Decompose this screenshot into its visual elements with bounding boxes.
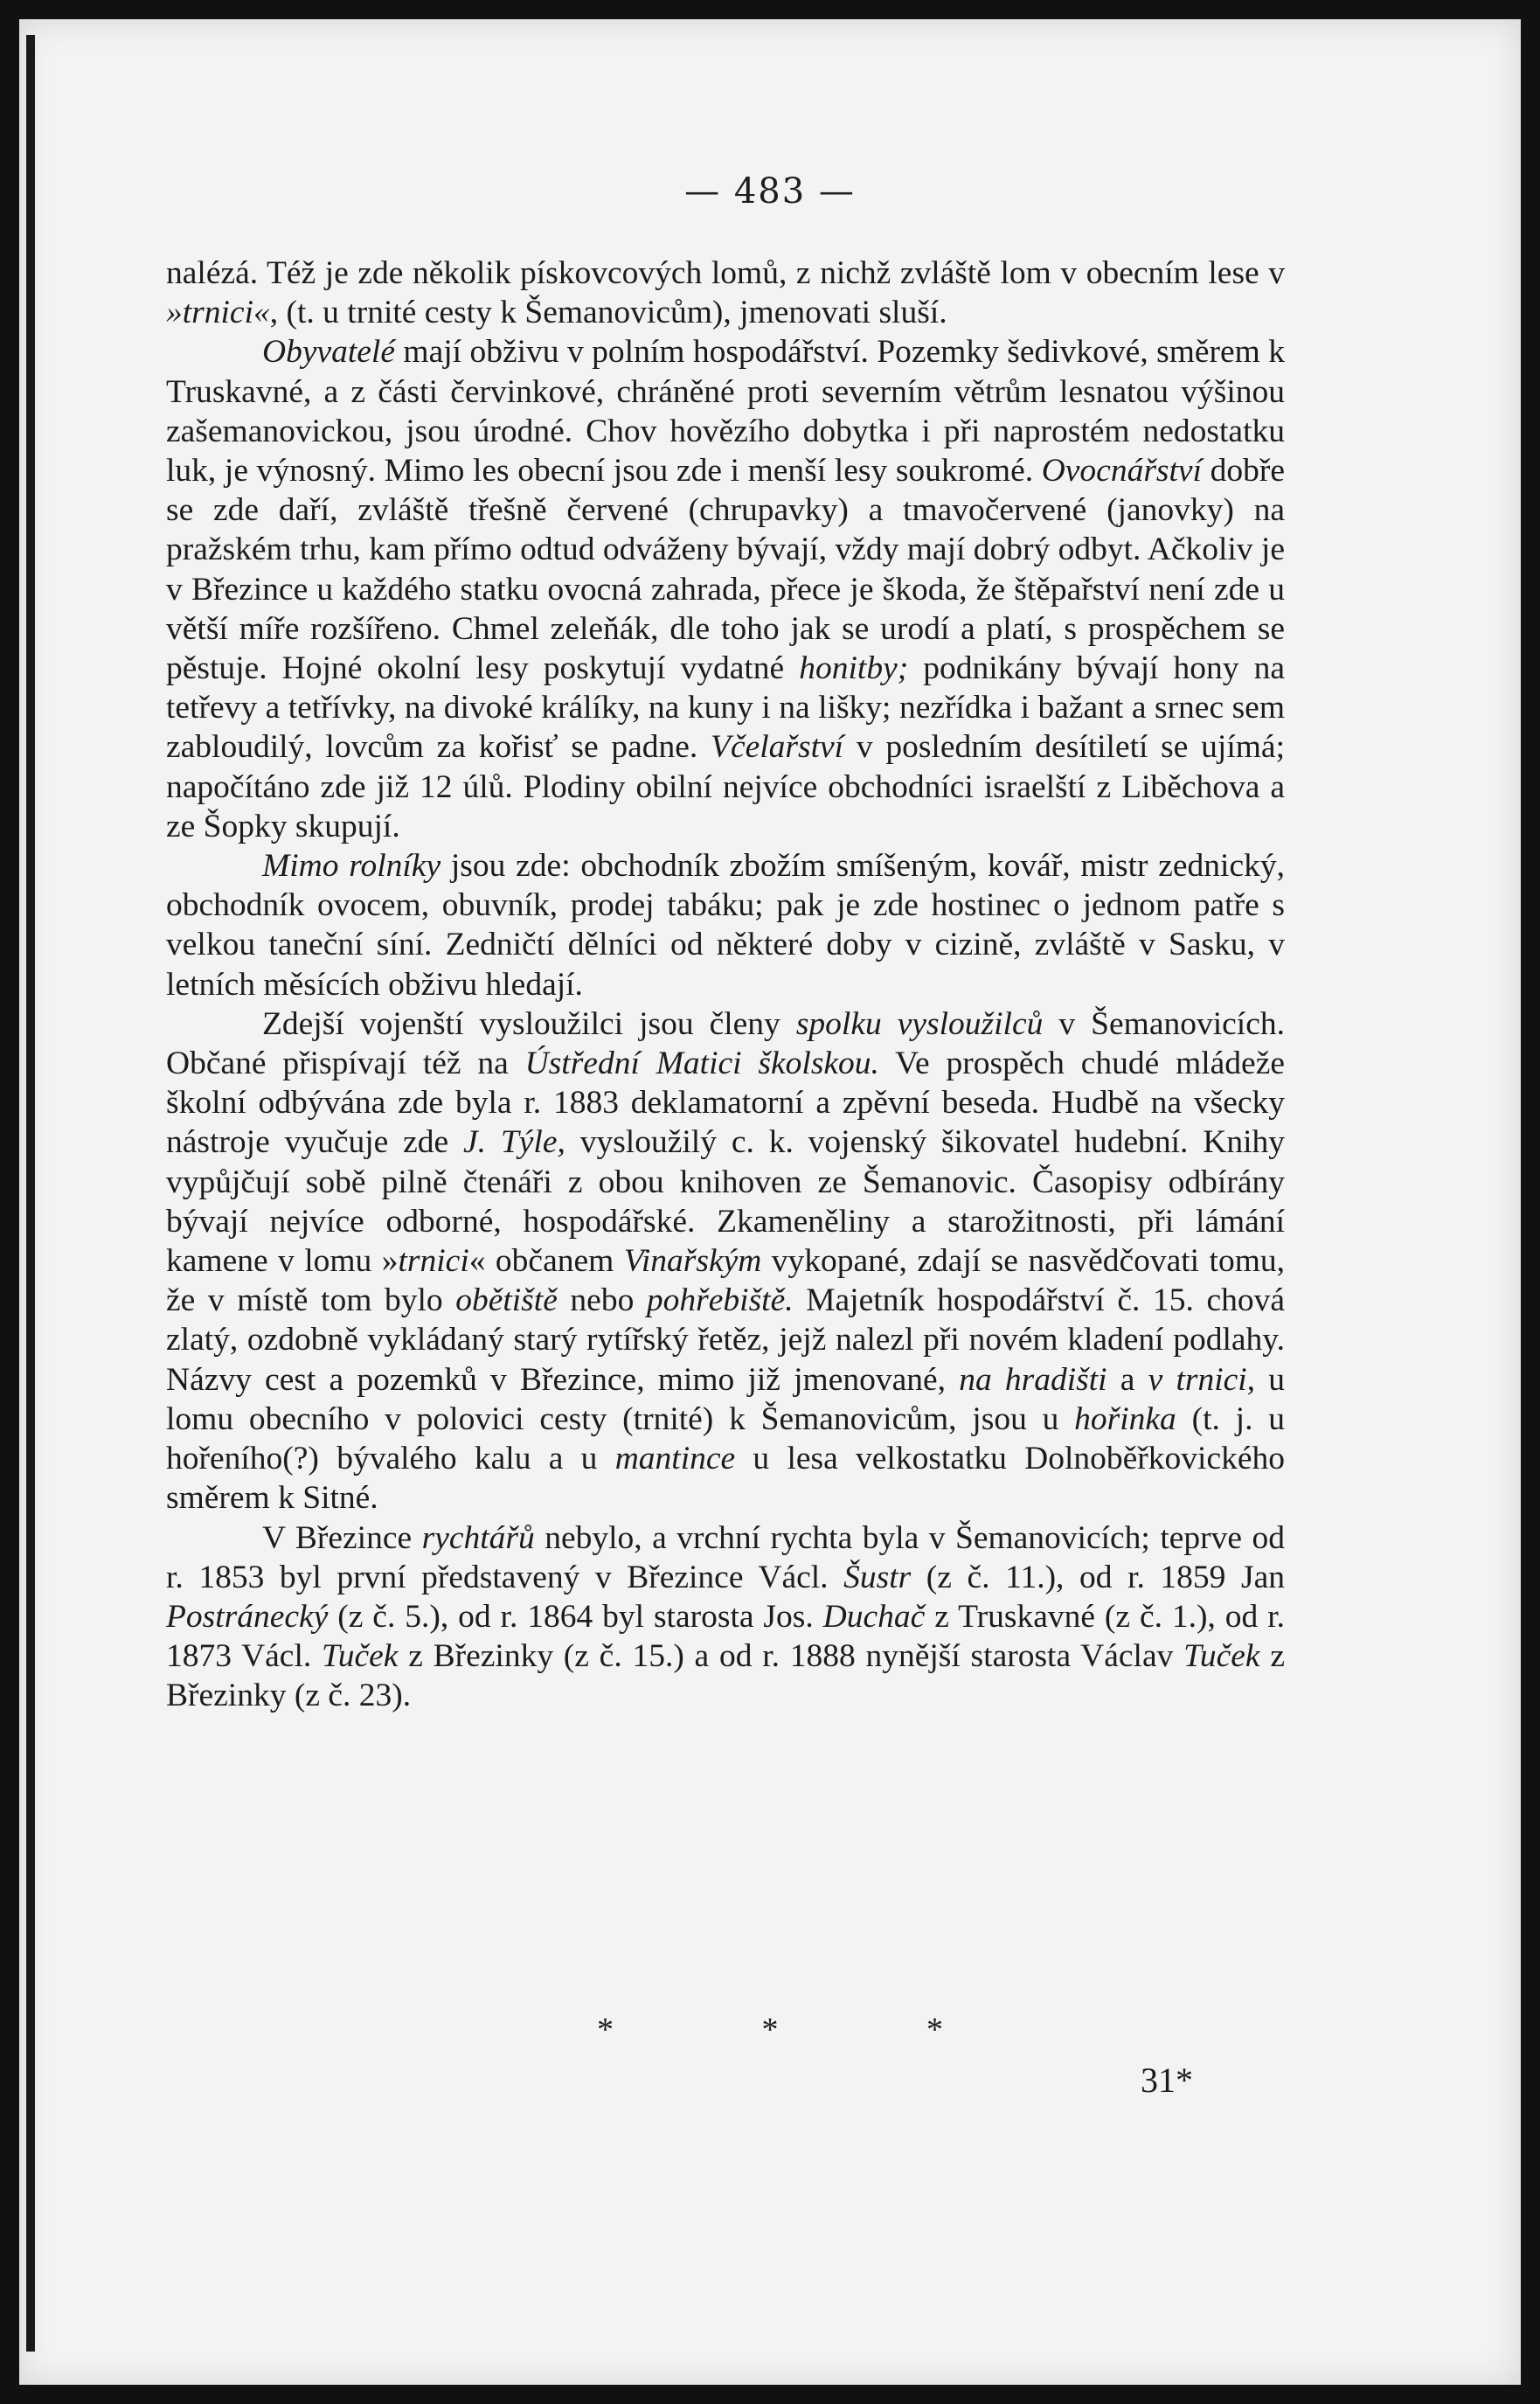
- text-run: podnikány bývají hony na tetřevy a tetřívky, na divoké králíky, na kuny i na lišky; nezřídka i bažant a srnec sem zabloudilý, lovcům za kořisť se padne.: [166, 650, 1285, 766]
- paragraph: [166, 846, 1285, 1004]
- italic-term: »trnici«: [166, 295, 270, 331]
- text-run: (z č. 11.), od r. 1859 Jan: [911, 1559, 1285, 1595]
- italic-term: J. Týle,: [463, 1124, 565, 1161]
- italic-term: Tuček: [1183, 1638, 1260, 1675]
- text-run: v posledním desítiletí se ujímá; napočítáno zde již 12 úlů. Plodiny obilní nejvíce obchodníci israelští z Liběchova a ze Šopky skupují.: [166, 729, 1285, 844]
- text-run: V Březince: [262, 1519, 422, 1556]
- italic-term: na hradišti: [959, 1361, 1107, 1398]
- italic-term: Ústřední Matici školskou.: [524, 1046, 879, 1082]
- text-run: jsou zde: obchodník zbožím smíšeným, kovář, mistr zednický, obchodník ovocem, obuvník, prodej tabáku; pak je zde hostinec o jednom patře s velkou taneční síní. Zedničtí dělníci od některé doby v cizině, zvláště v Sasku, v letních měsících obživu hledají.: [166, 848, 1285, 1003]
- text-run: nalézá. Též je zde několik pískovcových lomů, z nichž zvláště lom v obecním lese v: [166, 255, 1285, 291]
- italic-term: Duchač: [822, 1598, 926, 1635]
- text-run: « občanem: [468, 1243, 624, 1280]
- text-run: z Březinky (z č. 23).: [166, 1638, 1285, 1714]
- text-run: Zdejší vojenští vysloužilci jsou členy: [262, 1005, 796, 1042]
- italic-term: Mimo rolníky: [262, 848, 441, 885]
- paragraph: [166, 1004, 1285, 1518]
- text-run: dobře se zde daří, zvláště třešně červené (chrupavky) a tmavočervené (janovky) na pražském trhu, kam přímo odtud odváženy bývají, vždy mají dobrý odbyt. Ačkoliv je v Březince u každého statku ovocná zahrada, přece je škoda, že štěpařství není zde u větší míře rozšířeno. Chmel zeleňák, dle toho jak se urodí a platí, s prospěchem se pěstuje. Hojné okolní lesy poskytují vydatné: [166, 453, 1285, 687]
- text-run: nebo: [557, 1282, 647, 1319]
- text-run: (z č. 5.), od r. 1864 byl starosta Jos.: [328, 1598, 823, 1635]
- italic-term: Obyvatelé: [262, 334, 395, 371]
- italic-term: rychtářů: [421, 1519, 535, 1556]
- italic-term: Tuček: [321, 1638, 399, 1675]
- text-run: vysloužilý c. k. vojenský šikovatel hudební. Knihy vypůjčují sobě pilně čtenáři z obou knihoven ze Šemanovic. Časopisy odbírány bývají nejvíce odborné, hospodářské. Zkameněliny a starožitnosti, při lámání kamene v lomu »: [166, 1124, 1285, 1280]
- paragraph: [166, 254, 1285, 332]
- paragraph: [166, 332, 1285, 846]
- italic-term: spolku vysloužilců: [795, 1005, 1044, 1042]
- italic-term: v trnici,: [1148, 1361, 1256, 1398]
- italic-term: Šustr: [843, 1559, 912, 1595]
- italic-term: Vinařským: [623, 1243, 762, 1280]
- text-run: (t. j. u hořeního(?) bývalého kalu a u: [166, 1400, 1285, 1477]
- text-run: u lomu obecního v polovici cesty (trnité) k Šemanovicům, jsou u: [166, 1361, 1285, 1437]
- italic-term: hořinka: [1074, 1400, 1176, 1437]
- italic-term: Včelařství: [711, 729, 844, 766]
- italic-term: mantince: [614, 1441, 736, 1477]
- italic-term: trnici: [398, 1243, 469, 1280]
- italic-term: pohřebiště.: [646, 1282, 794, 1319]
- text-run: Majetník hospodářství č. 15. chová zlatý, ozdobně vykládaný starý rytířský řetěz, jejž nalezl při novém kladení podlahy. Názvy cest a pozemků v Březince, mimo již jmenované,: [166, 1282, 1285, 1398]
- text-run: z Březinky (z č. 15.) a od r. 1888 nynější starosta Václav: [398, 1638, 1184, 1675]
- text-run: Ve prospěch chudé mládeže školní odbývána zde byla r. 1883 deklamatorní a zpěvní beseda. Hudbě na všecky nástroje vyučuje zde: [166, 1046, 1285, 1161]
- text-run: mají obživu v polním hospodářství. Pozemky šedivkové, směrem k Truskavné, a z části červinkové, chráněné proti severním větrům lesnatou výšinou zašemanovickou, jsou úrodné. Chov hovězího dobytka i při naprostém nedostatku luk, je výnosný. Mimo les obecní jsou zde i menší lesy soukromé.: [166, 334, 1285, 490]
- text-run: nebylo, a vrchní rychta byla v Šemanovicích; teprve od r. 1853 byl první představený v Březince Václ.: [166, 1519, 1285, 1595]
- text-run: , (t. u trnité cesty k Šemanovicům), jmenovati sluší.: [269, 295, 947, 331]
- text-run: a: [1106, 1361, 1148, 1398]
- section-separator: * * *: [597, 2011, 1013, 2048]
- body-text: [166, 254, 1285, 1716]
- text-run: u lesa velkostatku Dolnoběřkovického směrem k Sitné.: [166, 1441, 1286, 1517]
- italic-term: Postránecký: [166, 1598, 329, 1635]
- text-run: v Šemanovicích. Občané přispívají též na: [166, 1005, 1285, 1082]
- italic-term: honitby;: [799, 650, 909, 687]
- page-binding-edge: [26, 35, 35, 2352]
- paragraph: [166, 1518, 1285, 1716]
- page-number: — 483 —: [684, 171, 856, 212]
- italic-term: obětiště: [455, 1282, 558, 1319]
- text-run: z Truskavné (z č. 1.), od r. 1873 Václ.: [166, 1598, 1286, 1675]
- italic-term: Ovocnářství: [1041, 453, 1202, 490]
- printer-signature-mark: 31*: [1141, 2060, 1193, 2100]
- text-run: vykopané, zdají se nasvědčovati tomu, že v místě tom bylo: [166, 1243, 1285, 1319]
